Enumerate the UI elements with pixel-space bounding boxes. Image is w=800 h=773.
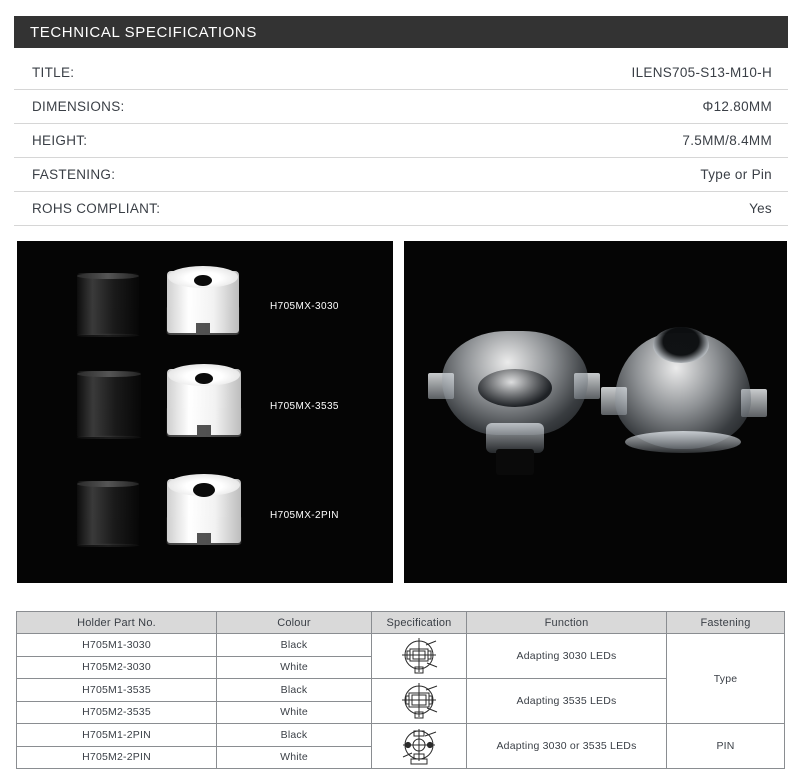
cell-part-no: H705M1-3535 xyxy=(17,679,217,702)
holder-photo-group-2pin xyxy=(67,469,267,565)
lens-flange xyxy=(625,431,741,453)
holder-3030-drawing-icon xyxy=(372,634,467,679)
spec-label-fastening: FASTENING: xyxy=(32,167,116,182)
holder-reflection xyxy=(77,409,141,439)
cell-part-no: H705M1-3030 xyxy=(17,634,217,657)
holder-aperture xyxy=(195,373,213,384)
column-header-fastening: Fastening xyxy=(667,612,785,634)
holder-photo-group-3030 xyxy=(67,263,267,353)
specification-list xyxy=(14,56,788,226)
page-title: TECHNICAL SPECIFICATIONS xyxy=(30,23,257,41)
holder-3535-drawing-icon xyxy=(372,679,467,724)
holder-reflection xyxy=(167,516,241,545)
cell-fastening-type: Type xyxy=(667,634,785,724)
cell-colour: White xyxy=(217,656,372,679)
cell-function: Adapting 3030 or 3535 LEDs xyxy=(467,724,667,769)
table-row xyxy=(17,634,785,657)
cell-part-no: H705M2-2PIN xyxy=(17,746,217,769)
lens-upward xyxy=(434,331,594,481)
holder-reflection xyxy=(167,306,239,335)
spec-row-height xyxy=(14,124,788,158)
cell-colour: Black xyxy=(217,634,372,657)
holder-reflection xyxy=(77,518,139,547)
lens-mount xyxy=(496,449,534,475)
holder-2pin-drawing-icon xyxy=(372,724,467,769)
column-header-specification: Specification xyxy=(372,612,467,634)
spec-row-fastening xyxy=(14,158,788,192)
spec-value-rohs: Yes xyxy=(749,201,772,216)
cell-function: Adapting 3030 LEDs xyxy=(467,634,667,679)
spec-value-title: ILENS705-S13-M10-H xyxy=(631,65,772,80)
spec-label-dimensions: DIMENSIONS: xyxy=(32,99,125,114)
holder-specification-table xyxy=(16,611,785,769)
photo-caption-3030: H705MX-3030 xyxy=(270,301,339,312)
cell-function: Adapting 3535 LEDs xyxy=(467,679,667,724)
spec-row-title xyxy=(14,56,788,90)
holder-aperture xyxy=(194,275,212,286)
cell-part-no: H705M2-3535 xyxy=(17,701,217,724)
holder-reflection xyxy=(77,308,139,337)
spec-value-fastening: Type or Pin xyxy=(700,167,772,182)
technical-specifications-header xyxy=(14,16,788,48)
column-header-function: Function xyxy=(467,612,667,634)
product-photo-row xyxy=(17,241,787,583)
cell-colour: Black xyxy=(217,679,372,702)
lens-inverted xyxy=(609,327,759,467)
cell-part-no: H705M2-3030 xyxy=(17,656,217,679)
table-row xyxy=(17,724,785,747)
column-header-part-no: Holder Part No. xyxy=(17,612,217,634)
spec-label-title: TITLE: xyxy=(32,65,75,80)
cell-fastening-pin: PIN xyxy=(667,724,785,769)
spec-row-dimensions xyxy=(14,90,788,124)
lens-top-opening xyxy=(653,327,709,363)
holder-reflection xyxy=(167,407,241,437)
cell-colour: White xyxy=(217,746,372,769)
spec-value-height: 7.5MM/8.4MM xyxy=(682,133,772,148)
spec-label-rohs: ROHS COMPLIANT: xyxy=(32,201,161,216)
cell-colour: White xyxy=(217,701,372,724)
holder-photo-group-3535 xyxy=(67,359,267,455)
photo-caption-2pin: H705MX-2PIN xyxy=(270,510,339,521)
spec-value-dimensions: Φ12.80MM xyxy=(702,99,772,114)
table-header-row xyxy=(17,612,785,634)
spec-label-height: HEIGHT: xyxy=(32,133,88,148)
lens-product-photo xyxy=(404,241,787,583)
cell-colour: Black xyxy=(217,724,372,747)
cell-part-no: H705M1-2PIN xyxy=(17,724,217,747)
holder-product-photo xyxy=(17,241,393,583)
spec-row-rohs xyxy=(14,192,788,226)
lens-inner-dome xyxy=(478,369,552,407)
photo-caption-3535: H705MX-3535 xyxy=(270,401,339,412)
column-header-colour: Colour xyxy=(217,612,372,634)
holder-aperture xyxy=(193,483,215,497)
